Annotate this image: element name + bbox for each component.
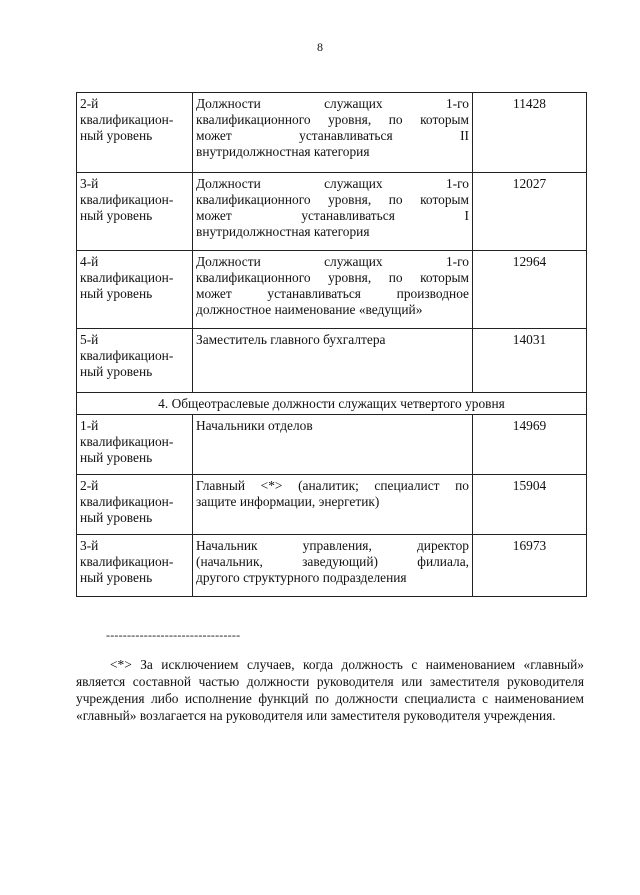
- salary-cell: 16973: [473, 535, 587, 597]
- level-line: 3-й: [80, 538, 99, 553]
- salary-cell: 14969: [473, 415, 587, 475]
- description-cell: [193, 173, 473, 251]
- level-cell: [77, 93, 193, 173]
- level-line: ный уровень: [80, 510, 153, 525]
- level-line: ный уровень: [80, 364, 153, 379]
- footnote-rule: --------------------------------: [106, 628, 241, 642]
- salary-cell: 11428: [473, 93, 587, 173]
- footnote-text: <*> За исключением случаев, когда должность с наименованием «главный» является составной частью должности руководителя или заместителя руководителя учреждения либо исполнение функций по должности специалиста с наименованием «главный» возлагается на руководителя или заместителя руководителя учреждения.: [76, 657, 584, 723]
- level-cell: [77, 173, 193, 251]
- description-line: может устанавливаться производное: [196, 286, 469, 301]
- section-row: [77, 393, 587, 415]
- section-title: 4. Общеотраслевые должности служащих четвертого уровня: [77, 393, 587, 415]
- level-line: квалификацион-: [80, 270, 174, 285]
- description-line: другого структурного подразделения: [196, 570, 407, 585]
- level-line: квалификацион-: [80, 348, 174, 363]
- salary-table: [76, 92, 587, 597]
- description-line: (начальник, заведующий) филиала,: [196, 554, 469, 569]
- description-line: может устанавливаться II: [196, 128, 469, 143]
- description-line: квалификационного уровня, по которым: [196, 112, 469, 127]
- description-line: может устанавливаться I: [196, 208, 469, 223]
- table-row: [77, 415, 587, 475]
- level-line: ный уровень: [80, 128, 153, 143]
- level-line: 4-й: [80, 254, 99, 269]
- table-row: [77, 93, 587, 173]
- level-line: ный уровень: [80, 286, 153, 301]
- description-cell: [193, 93, 473, 173]
- level-cell: [77, 329, 193, 393]
- level-line: ный уровень: [80, 570, 153, 585]
- description-cell: [193, 475, 473, 535]
- level-line: ный уровень: [80, 208, 153, 223]
- salary-cell: 14031: [473, 329, 587, 393]
- description-cell: [193, 329, 473, 393]
- salary-cell: 12027: [473, 173, 587, 251]
- description-cell: [193, 535, 473, 597]
- level-line: 2-й: [80, 96, 99, 111]
- level-line: квалификацион-: [80, 494, 174, 509]
- level-line: квалификацион-: [80, 554, 174, 569]
- level-line: квалификацион-: [80, 192, 174, 207]
- description-line: Начальники отделов: [196, 418, 313, 433]
- level-line: ный уровень: [80, 450, 153, 465]
- salary-cell: 15904: [473, 475, 587, 535]
- table-body-levels-4: [77, 415, 587, 597]
- level-line: 2-й: [80, 478, 99, 493]
- level-line: 3-й: [80, 176, 99, 191]
- description-line: Должности служащих 1-го: [196, 254, 469, 269]
- description-line: Должности служащих 1-го: [196, 96, 469, 111]
- table-row: [77, 251, 587, 329]
- level-line: 1-й: [80, 418, 99, 433]
- level-cell: [77, 415, 193, 475]
- description-line: внутридолжностная категория: [196, 144, 370, 159]
- description-line: защите информации, энергетик): [196, 494, 380, 509]
- page-number: 8: [317, 40, 323, 54]
- description-line: Главный <*> (аналитик; специалист по: [196, 478, 469, 493]
- level-cell: [77, 535, 193, 597]
- table-row: [77, 173, 587, 251]
- salary-cell: 12964: [473, 251, 587, 329]
- level-line: квалификацион-: [80, 434, 174, 449]
- table-row: [77, 475, 587, 535]
- description-line: внутридолжностная категория: [196, 224, 370, 239]
- description-line: Начальник управления, директор: [196, 538, 469, 553]
- table-body-levels-3: [77, 93, 587, 393]
- description-line: квалификационного уровня, по которым: [196, 270, 469, 285]
- description-line: должностное наименование «ведущий»: [196, 302, 423, 317]
- description-cell: [193, 251, 473, 329]
- level-line: 5-й: [80, 332, 99, 347]
- description-line: Заместитель главного бухгалтера: [196, 332, 386, 347]
- table-row: [77, 535, 587, 597]
- description-line: Должности служащих 1-го: [196, 176, 469, 191]
- description-line: квалификационного уровня, по которым: [196, 192, 469, 207]
- table-row: [77, 329, 587, 393]
- level-cell: [77, 475, 193, 535]
- description-cell: [193, 415, 473, 475]
- level-cell: [77, 251, 193, 329]
- level-line: квалификацион-: [80, 112, 174, 127]
